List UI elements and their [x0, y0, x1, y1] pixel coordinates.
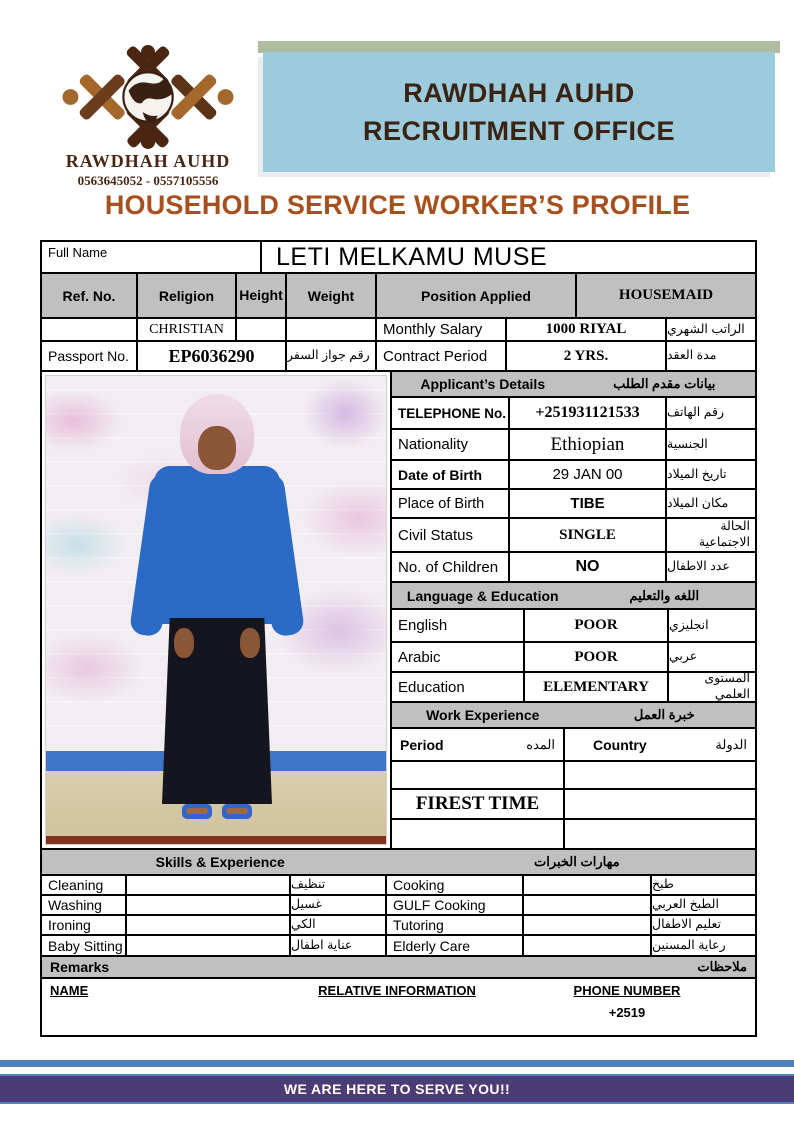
- relative-information-column-header: RELATIVE INFORMATION: [318, 983, 476, 998]
- cleaning-label: Cleaning: [42, 876, 127, 896]
- baby-sitting-label-ar: عناية اطفال: [291, 936, 387, 957]
- work-country-cell-empty-2: [565, 790, 757, 820]
- page-title: HOUSEHOLD SERVICE WORKER’S PROFILE: [104, 190, 691, 220]
- weight-value-empty: [287, 319, 377, 342]
- education-label-ar: المستوى العلمي: [669, 673, 757, 703]
- work-period-value: FIREST TIME: [392, 790, 565, 820]
- passport-no-label-ar: رقم جواز السفر: [287, 342, 377, 372]
- footer-slogan: WE ARE HERE TO SERVE YOU!!: [283, 1081, 511, 1097]
- religion-value: CHRISTIAN: [138, 319, 237, 342]
- cooking-value-empty: [524, 876, 652, 896]
- height-value-empty: [237, 319, 287, 342]
- religion-label: Religion: [138, 274, 237, 319]
- elderly-care-value-empty: [524, 936, 652, 957]
- ref-no-label: Ref. No.: [42, 274, 138, 319]
- contract-period-label: Contract Period: [377, 342, 507, 372]
- skills-experience-header: [42, 850, 757, 876]
- washing-label-ar: غسيل: [291, 896, 387, 916]
- nationality-label-ar: الجنسية: [667, 430, 757, 461]
- cleaning-value-empty: [127, 876, 291, 896]
- cooking-label: Cooking: [387, 876, 524, 896]
- pob-label: Place of Birth: [392, 490, 510, 519]
- skills-header-ar: مهارات الخبرات: [533, 854, 620, 869]
- right-foot: [226, 808, 248, 814]
- gulf-cooking-label: GULF Cooking: [387, 896, 524, 916]
- language-education-header-en: Language & Education: [406, 587, 559, 604]
- education-value: ELEMENTARY: [525, 673, 669, 703]
- position-applied-value: HOUSEMAID: [577, 274, 757, 319]
- monthly-salary-label: Monthly Salary: [377, 319, 507, 342]
- dob-label-ar: تاريخ الميلاد: [667, 461, 757, 490]
- nationality-value: Ethiopian: [510, 430, 667, 461]
- washing-value-empty: [127, 896, 291, 916]
- logo-wordmark: RAWDHAH AUHD: [65, 151, 231, 171]
- elderly-care-label: Elderly Care: [387, 936, 524, 957]
- passport-no-value: EP6036290: [138, 342, 287, 372]
- photo-floor-edge: [46, 836, 386, 844]
- skills-header-en: Skills & Experience: [155, 854, 285, 870]
- ironing-label: Ironing: [42, 916, 127, 936]
- dob-label: Date of Birth: [392, 461, 510, 490]
- education-label: Education: [392, 673, 525, 703]
- ironing-value-empty: [127, 916, 291, 936]
- civil-status-value: SINGLE: [510, 519, 667, 553]
- pob-label-ar: مكان الميلاد: [667, 490, 757, 519]
- work-experience-header-ar: خبرة العمل: [633, 707, 695, 722]
- english-label: English: [392, 610, 525, 643]
- arabic-value: POOR: [525, 643, 669, 673]
- applicant-details-header: [392, 372, 757, 398]
- relative-phone-column-header: PHONE NUMBER: [573, 983, 681, 998]
- office-title-line1: RAWDHAH AUHD: [403, 78, 635, 108]
- civil-status-label-ar: الحالة الاجتماعية: [667, 519, 757, 553]
- contract-period-value: 2 YRS.: [507, 342, 667, 372]
- logo-mark-icon: [48, 45, 248, 149]
- weight-label: Weight: [287, 274, 377, 319]
- children-label: No. of Children: [392, 553, 510, 583]
- office-title-box: [263, 52, 775, 172]
- agency-logo: [42, 45, 254, 195]
- person-face: [198, 426, 236, 470]
- country-header-ar: الدولة: [715, 736, 747, 752]
- monthly-salary-value: 1000 RIYAL: [507, 319, 667, 342]
- monthly-salary-label-ar: الراتب الشهري: [667, 319, 757, 342]
- cooking-label-ar: طبخ: [652, 876, 757, 896]
- tutoring-value-empty: [524, 916, 652, 936]
- remarks-header: [42, 957, 757, 979]
- remarks-header-en: Remarks: [50, 959, 110, 975]
- person-right-hand: [240, 628, 260, 658]
- telephone-label: TELEPHONE No.: [392, 398, 510, 430]
- language-education-header: [392, 583, 757, 610]
- period-column-header: [392, 729, 565, 762]
- english-value: POOR: [525, 610, 669, 643]
- person-right-sandal: [222, 804, 252, 819]
- office-title-line2: RECRUITMENT OFFICE: [363, 116, 675, 146]
- english-label-ar: انجليزي: [669, 610, 757, 643]
- telephone-value: +251931121533: [510, 398, 667, 430]
- applicant-details-header-en: Applicant’s Details: [420, 376, 546, 392]
- remarks-body: [42, 979, 757, 1037]
- person-left-sandal: [182, 804, 212, 819]
- gulf-cooking-label-ar: الطبخ العربي: [652, 896, 757, 916]
- civil-status-label: Civil Status: [392, 519, 510, 553]
- work-period-cell-empty-3: [392, 820, 565, 850]
- work-period-cell-empty-1: [392, 762, 565, 790]
- period-header-ar: المده: [526, 736, 555, 752]
- children-label-ar: عدد الاطفال: [667, 553, 757, 583]
- language-education-header-ar: اللغه والتعليم: [629, 587, 700, 603]
- person-left-hand: [174, 628, 194, 658]
- height-label: Height: [237, 274, 287, 319]
- cleaning-label-ar: تنظيف: [291, 876, 387, 896]
- full-name-label: Full Name: [42, 242, 262, 274]
- country-column-header: [565, 729, 757, 762]
- contract-period-label-ar: مدة العقد: [667, 342, 757, 372]
- period-header-en: Period: [400, 736, 444, 753]
- relative-phone-value: +2519: [608, 1005, 646, 1020]
- passport-no-label: Passport No.: [42, 342, 138, 372]
- dob-value: 29 JAN 00: [510, 461, 667, 490]
- baby-sitting-value-empty: [127, 936, 291, 957]
- gulf-cooking-value-empty: [524, 896, 652, 916]
- telephone-label-ar: رقم الهاتف: [667, 398, 757, 430]
- arabic-label-ar: عربي: [669, 643, 757, 673]
- arabic-label: Arabic: [392, 643, 525, 673]
- applicant-photo: [42, 372, 392, 850]
- work-experience-header: [392, 703, 757, 729]
- elderly-care-label-ar: رعاية المسنين: [652, 936, 757, 957]
- washing-label: Washing: [42, 896, 127, 916]
- ref-no-value-empty: [42, 319, 138, 342]
- pob-value: TIBE: [510, 490, 667, 519]
- nationality-label: Nationality: [392, 430, 510, 461]
- applicant-details-header-ar: بيانات مقدم الطلب: [613, 376, 716, 391]
- work-experience-header-en: Work Experience: [426, 707, 540, 723]
- applicant-photo-image: [45, 375, 387, 845]
- country-header-en: Country: [593, 736, 647, 753]
- work-country-cell-empty-3: [565, 820, 757, 850]
- tutoring-label-ar: تعليم الاطفال: [652, 916, 757, 936]
- person-shirt: [154, 466, 280, 624]
- tutoring-label: Tutoring: [387, 916, 524, 936]
- children-value: NO: [510, 553, 667, 583]
- footer-banner: [0, 1074, 794, 1104]
- ironing-label-ar: الكي: [291, 916, 387, 936]
- footer-accent-bar: [0, 1060, 794, 1067]
- relative-name-column-header: NAME: [50, 983, 89, 998]
- left-foot: [186, 808, 208, 814]
- full-name-value: LETI MELKAMU MUSE: [262, 242, 757, 274]
- position-applied-label: Position Applied: [377, 274, 577, 319]
- baby-sitting-label: Baby Sitting: [42, 936, 127, 957]
- logo-phone-numbers: 0563645052 - 0557105556: [77, 173, 219, 188]
- remarks-header-ar: ملاحظات: [697, 959, 747, 974]
- work-country-cell-empty-1: [565, 762, 757, 790]
- profile-table: [40, 240, 757, 1037]
